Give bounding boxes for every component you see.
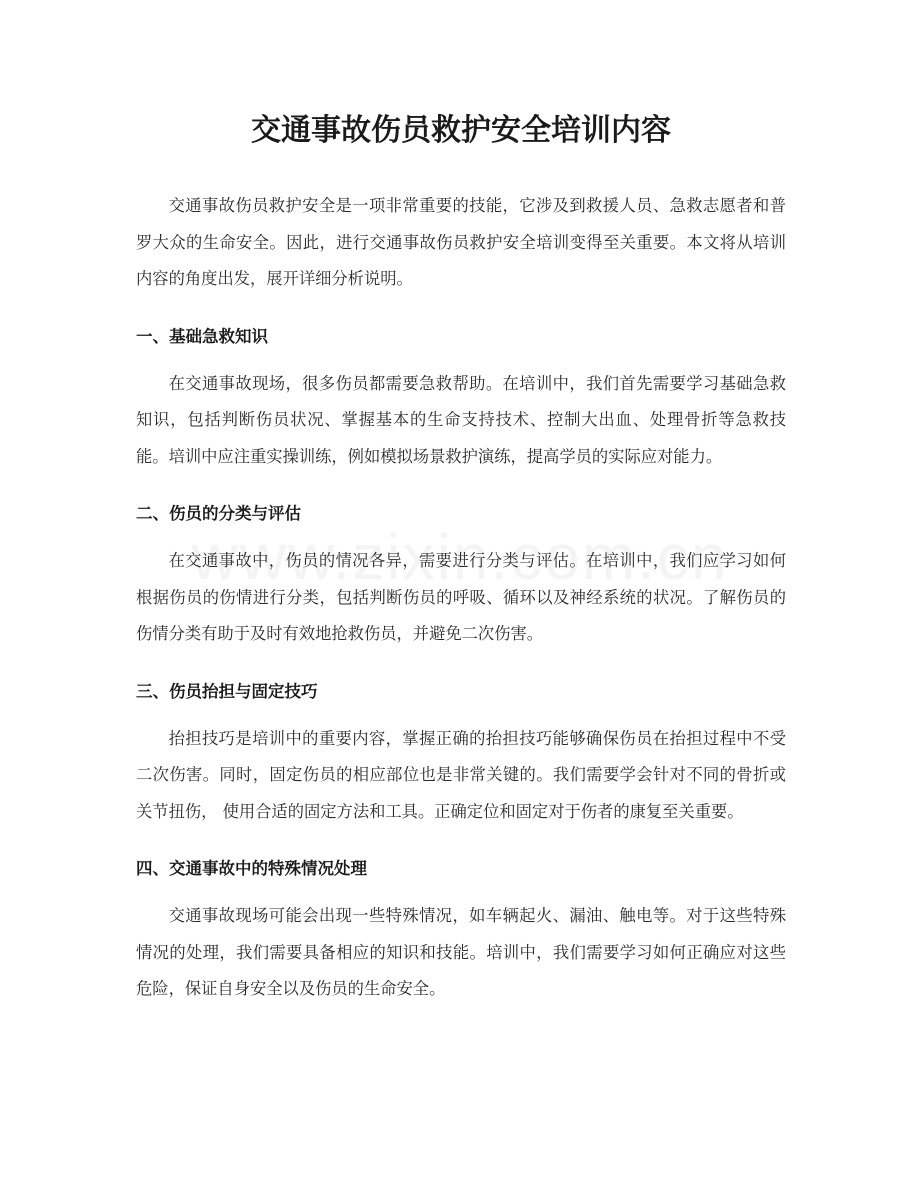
intro-paragraph: 交通事故伤员救护安全是一项非常重要的技能，它涉及到救援人员、急救志愿者和普罗大众的生命安全。因此，进行交通事故伤员救护安全培训变得至关重要。本文将从培训内容的角度出发，展开详细分析说明。: [136, 196, 786, 288]
document-content: [136, 108, 786, 1008]
section-basic-first-aid: [136, 322, 786, 476]
section-paragraph: 抬担技巧是培训中的重要内容，掌握正确的抬担技巧能够确保伤员在抬担过程中不受二次伤害。同时，固定伤员的相应部位也是非常关键的。我们需要学会针对不同的骨折或关节扭伤， 使用合适的固定方法和工具。正确定位和固定对于伤者的康复至关重要。: [136, 728, 786, 821]
document-title: 交通事故伤员救护安全培训内容: [251, 113, 671, 148]
section-casualty-triage: [136, 499, 786, 653]
section-special-situations: [136, 854, 786, 1008]
section-paragraph: 在交通事故现场，很多伤员都需要急救帮助。在培训中，我们首先需要学习基础急救知识，包括判断伤员状况、掌握基本的生命支持技术、控制大出血、处理骨折等急救技能。培训中应注重实操训练，例如模拟场景救护演练，提高学员的实际应对能力。: [136, 373, 786, 466]
section-carrying-and-fixation: [136, 677, 786, 831]
section-heading: 四、交通事故中的特殊情况处理: [136, 859, 367, 878]
section-heading: 一、基础急救知识: [136, 326, 268, 346]
section-heading: 二、伤员的分类与评估: [136, 504, 301, 523]
section-paragraph: 在交通事故中，伤员的情况各异，需要进行分类与评估。在培训中，我们应学习如何根据伤员的伤情进行分类，包括判断伤员的呼吸、循环以及神经系统的状况。了解伤员的伤情分类有助于及时有效地抢救伤员，并避免二次伤害。: [136, 551, 786, 643]
section-paragraph: 交通事故现场可能会出现一些特殊情况，如车辆起火、漏油、触电等。对于这些特殊情况的处理，我们需要具备相应的知识和技能。培训中，我们需要学习如何正确应对这些危险，保证自身安全以及伤员的生命安全。: [136, 906, 786, 998]
section-heading: 三、伤员抬担与固定技巧: [136, 681, 318, 701]
